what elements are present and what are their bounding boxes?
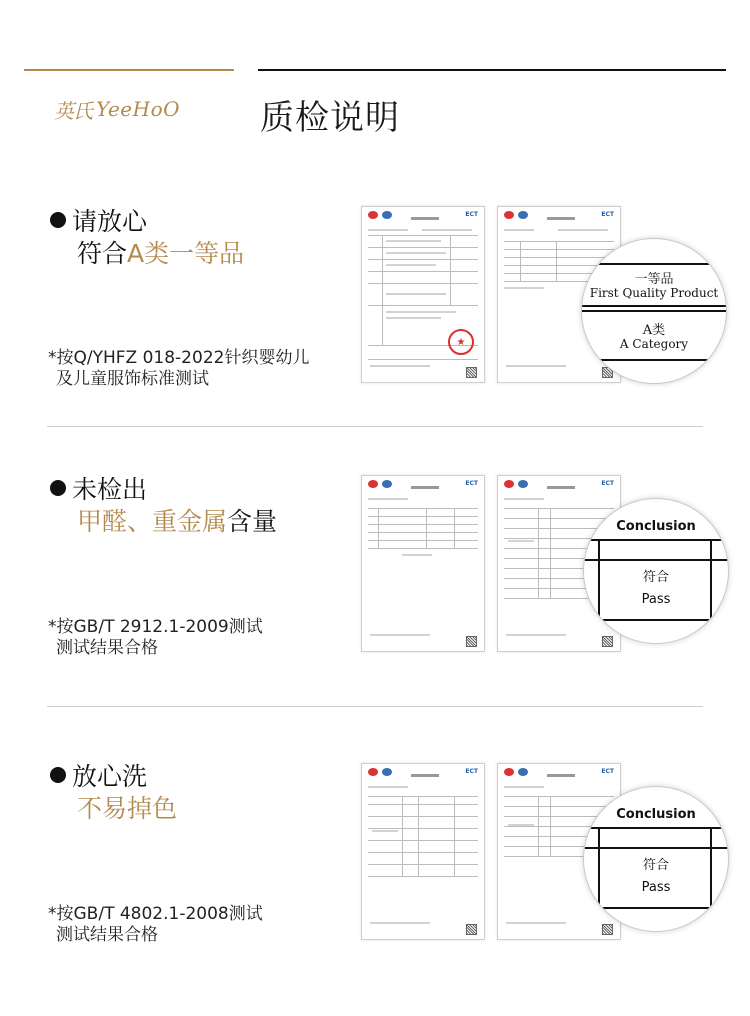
bullet-dot-icon (50, 480, 66, 496)
bullet-dot-icon (50, 767, 66, 783)
bullet-dot-icon (50, 212, 66, 228)
section-1-heading (50, 202, 147, 238)
section-3-heading (50, 757, 147, 793)
section-2-sub-part-2: 含量 (227, 507, 278, 536)
section-divider (47, 706, 703, 707)
conclusion-cn: 符合 (642, 858, 669, 873)
section-3-note-line-2: 测试结果合格 (56, 925, 158, 945)
section-1-sub-part-1: 符合 (77, 239, 128, 268)
section-1-note-line-2: 及儿童服饰标准测试 (56, 369, 209, 389)
section-1-title: 请放心 (72, 207, 148, 236)
qr-code-icon (466, 924, 477, 935)
section-3-note (48, 904, 263, 946)
category-en: A Category (619, 337, 689, 351)
magnifier-conclusion (583, 498, 729, 644)
section-3-note-line-1: *按GB/T 4802.1-2008测试 (48, 904, 263, 924)
test-report-thumbnail: ECT (497, 475, 621, 652)
qr-code-icon (602, 636, 613, 647)
conclusion-header: Conclusion (616, 807, 696, 822)
qr-code-icon (602, 924, 613, 935)
grade-en: First Quality Product (589, 286, 719, 300)
section-2-subtitle (77, 502, 277, 538)
section-2-sub-part-1: 甲醛、重金属 (77, 507, 228, 536)
brand-logo-en: YeeHoO (96, 97, 181, 121)
category-cn: A类 (642, 323, 666, 338)
section-2-title: 未检出 (72, 475, 148, 504)
conclusion-cn: 符合 (642, 570, 669, 585)
section-2-note-line-2: 测试结果合格 (56, 638, 158, 658)
section-1-sub-part-3: 一等品 (169, 239, 245, 268)
magnifier-quality-grade (581, 238, 727, 384)
header-black-rule (258, 69, 726, 71)
header-gold-rule (24, 69, 234, 71)
brand-logo (54, 92, 180, 126)
test-report-thumbnail: ECT ★ (361, 206, 485, 383)
section-2-note (48, 617, 263, 659)
test-report-thumbnail: ECT (361, 475, 485, 652)
test-report-thumbnail: ECT (361, 763, 485, 940)
section-2-note-line-1: *按GB/T 2912.1-2009测试 (48, 617, 263, 637)
conclusion-header: Conclusion (616, 519, 696, 534)
qr-code-icon (466, 636, 477, 647)
conclusion-en: Pass (641, 592, 671, 607)
section-1-note-line-1: *按Q/YHFZ 018-2022针织婴幼儿 (48, 348, 310, 368)
section-3-title: 放心洗 (72, 762, 148, 791)
test-report-thumbnail: ECT (497, 206, 621, 383)
section-2-heading (50, 470, 147, 506)
conclusion-en: Pass (641, 880, 671, 895)
page-title: 质检说明 (260, 98, 400, 138)
brand-logo-cn: 英氏 (54, 98, 92, 123)
grade-cn: 一等品 (634, 272, 674, 287)
section-1-subtitle (77, 234, 244, 270)
section-1-sub-part-2: A类 (127, 239, 170, 268)
section-3-subtitle (77, 789, 177, 825)
section-divider (47, 426, 703, 427)
section-3-sub-part-1: 不易掉色 (77, 794, 178, 823)
magnifier-conclusion (583, 786, 729, 932)
test-report-thumbnail: ECT (497, 763, 621, 940)
red-seal-icon: ★ (448, 329, 474, 355)
section-1-note (48, 348, 309, 390)
qr-code-icon (466, 367, 477, 378)
